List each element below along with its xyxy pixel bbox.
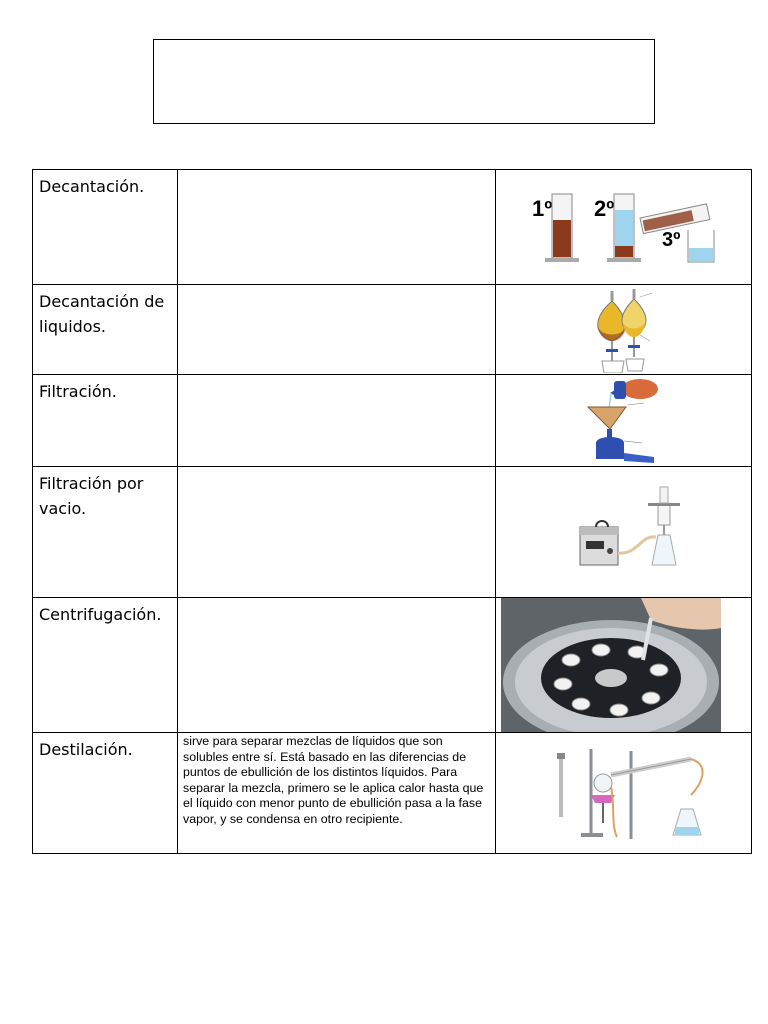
method-name: Decantación de liquidos. — [33, 285, 178, 375]
method-image-cell — [496, 375, 752, 467]
method-name: Filtración. — [33, 375, 178, 467]
table-row — [33, 375, 752, 467]
table-row — [33, 170, 752, 285]
method-description: sirve para separar mezclas de líquidos que son solubles entre sí. Está basado en las diferencias de puntos de ebullición de los distintos líquidos. Para separar la mezcla, primero se le aplica calor hasta que el líquido con menor punto de ebullición pasa a la fase vapor, y se condensa en otro recipiente. — [178, 733, 496, 854]
method-description — [178, 598, 496, 733]
vacuum-filtration-icon — [578, 485, 682, 575]
distillation-apparatus-icon — [551, 745, 727, 845]
method-description — [178, 467, 496, 598]
method-description — [178, 170, 496, 285]
method-image-cell — [496, 733, 752, 854]
step-label: 3º — [662, 229, 681, 251]
filtration-funnel-icon — [584, 377, 666, 465]
methods-table — [32, 169, 752, 854]
method-image-cell — [496, 170, 752, 285]
step-label: 1º — [532, 196, 553, 221]
method-name: Centrifugación. — [33, 598, 178, 733]
table-row — [33, 285, 752, 375]
separatory-funnel-icon — [584, 287, 664, 373]
step-label: 2º — [594, 196, 615, 221]
method-name: Filtración por vacio. — [33, 467, 178, 598]
method-description — [178, 375, 496, 467]
graduated-cylinders-icon — [528, 188, 718, 266]
method-name: Destilación. — [33, 733, 178, 854]
method-description — [178, 285, 496, 375]
method-image-cell — [496, 285, 752, 375]
method-image-cell — [496, 467, 752, 598]
table-row — [33, 733, 752, 854]
centrifuge-photo-icon — [501, 598, 721, 732]
title-box — [153, 39, 655, 124]
table-row — [33, 598, 752, 733]
table-row — [33, 467, 752, 598]
method-image-cell — [496, 598, 752, 733]
method-name: Decantación. — [33, 170, 178, 285]
